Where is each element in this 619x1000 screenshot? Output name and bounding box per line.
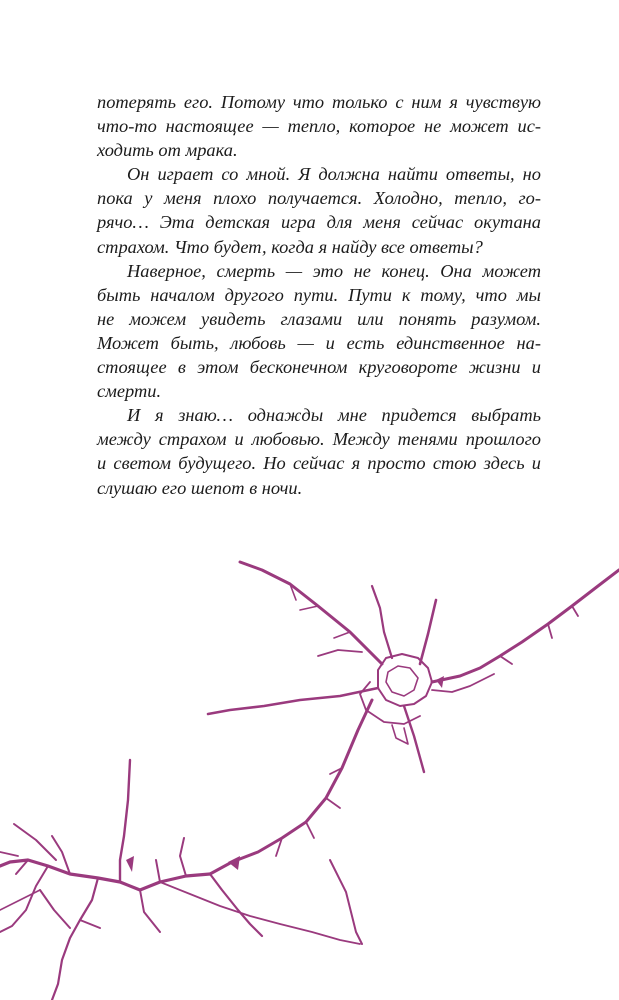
crack-line [318,650,362,656]
crack-line [40,890,100,928]
text-line: ходить от мрака. [97,140,238,161]
crack-line [0,890,40,910]
crack-line [276,768,342,856]
text-line: стоящее в этом бесконечном круговороте жизни и [97,357,541,378]
text-line: между страхом и любовью. Между тенями прошлого [97,429,541,450]
text-line: Он играет со мной. Я должна найти ответы, но [127,164,541,185]
paragraph-2 [97,162,541,258]
paragraph-1 [97,90,541,162]
text-line: слушаю его шепот в ночи. [97,477,303,498]
text-line: Наверное, смерть — это не конец. Она может [127,260,541,281]
crack-line [432,570,619,682]
crack-line [420,600,436,664]
text-line: что-то настоящее — тепло, которое не может ис- [97,116,541,137]
cracked-glass-illustration [0,560,619,1000]
crack-line [0,860,210,890]
text-line: не можем увидеть глазами или понять разумом. [97,308,541,329]
body-text [97,90,541,500]
text-line: быть началом другого пути. Пути к тому, что мы [97,284,541,305]
text-line: рячо… Эта детская игра для меня сейчас окутана [97,212,541,233]
text-line: И я знаю… однажды мне придется выбрать [127,405,541,426]
text-line: и светом будущего. Но сейчас я просто стою здесь и [97,453,541,474]
crack-line [52,878,98,1000]
crack-line [330,860,362,944]
impact-ring [360,654,432,744]
paragraph-3 [97,259,541,404]
crack-line [0,852,18,856]
text-line: пока у меня плохо получается. Холодно, тепло, го- [97,188,541,209]
text-line: потерять его. Потому что только с ним я чувствую [97,92,541,112]
crack-line [240,562,382,664]
paragraph-4 [97,403,541,499]
crack-shard [228,856,240,870]
crack-line [208,688,378,714]
crack-line [210,700,372,874]
crack-shard [126,856,134,872]
text-line: страхом. Что будет, когда я найду все ответы? [97,236,483,257]
text-line: смерти. [97,381,162,402]
text-line: Может быть, любовь — и есть единственное на- [97,332,541,353]
crack-line [372,586,392,658]
crack-line [140,838,186,932]
